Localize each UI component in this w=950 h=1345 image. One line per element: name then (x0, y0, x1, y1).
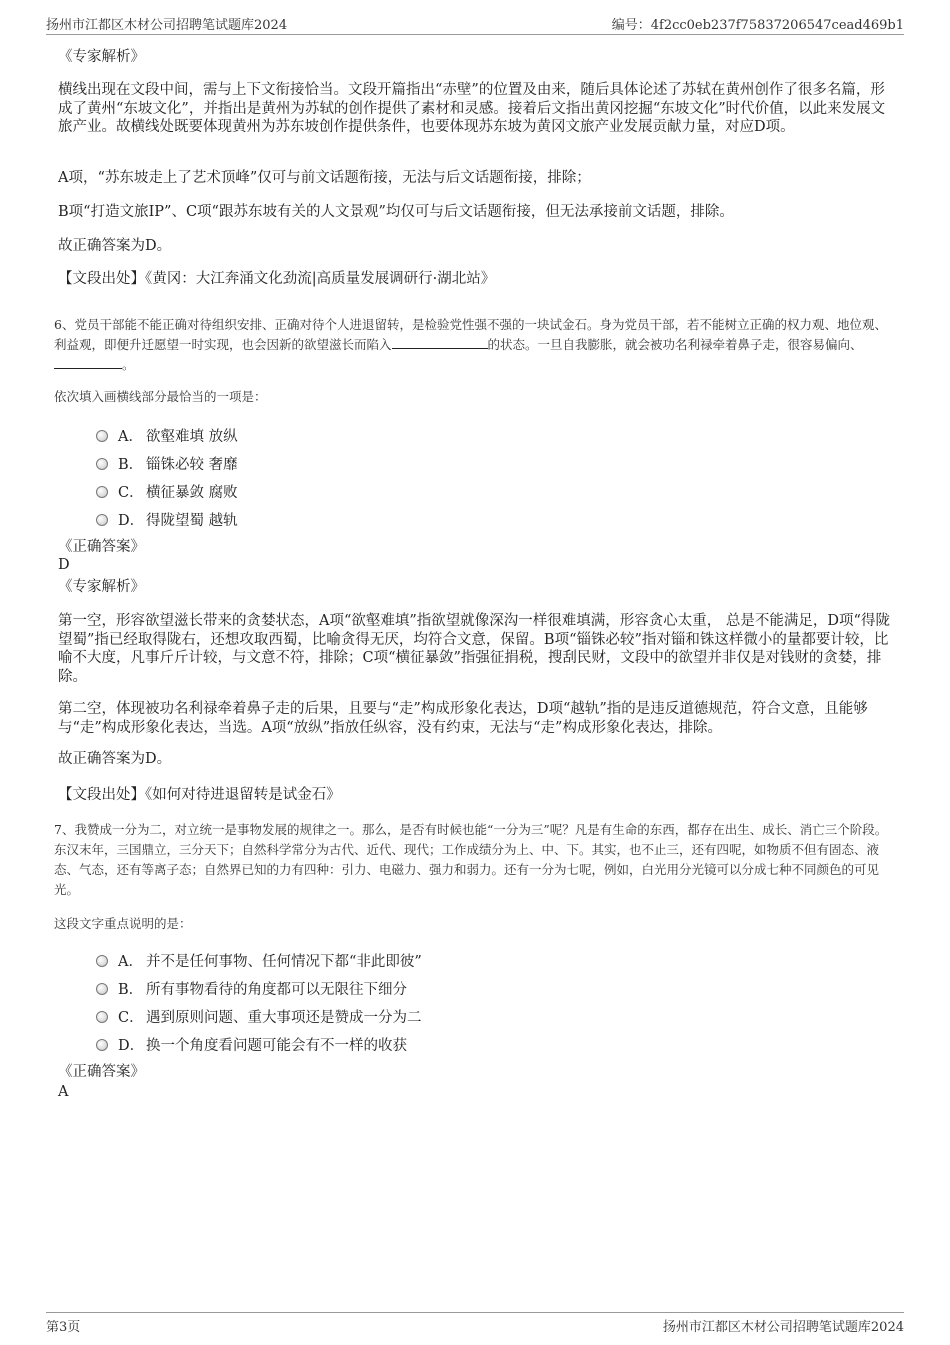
footer-title: 扬州市江都区木材公司招聘笔试题库2024 (662, 1320, 904, 1335)
question-7-prompt: 这段文字重点说明的是： (54, 916, 192, 931)
radio-button[interactable] (96, 458, 108, 470)
answer-statement: 故正确答案为D。 (58, 238, 172, 254)
analysis-paragraph: 横线出现在文段中间，需与上下文衔接恰当。文段开篇指出“赤壁”的位置及由来，随后具体论述了苏轼在黄州创作了很多名篇，形成了黄州“东坡文化”，并指出是黄州为苏轼的创作提供了素材和灵感。接着后文指出黄冈挖掘“东坡文化”时代价值，以此来发展文旅产业。故横线处既要体现黄州为苏东坡创作提供条件，也要体现苏东坡为黄冈文旅产业发展贡献力量，对应D项。 (58, 82, 886, 135)
radio-button[interactable] (96, 983, 108, 995)
expert-analysis-label: 《专家解析》 (58, 579, 145, 595)
radio-button[interactable] (96, 1011, 108, 1023)
page-header (46, 14, 904, 35)
answer-statement: 故正确答案为D。 (58, 751, 172, 767)
radio-button[interactable] (96, 514, 108, 526)
header-serial: 编号：4f2cc0eb237f75837206547cead469b1 (611, 18, 904, 33)
correct-answer: D (58, 557, 70, 573)
radio-button[interactable] (96, 486, 108, 498)
correct-answer-label: 《正确答案》 (58, 539, 145, 555)
correct-answer: A (58, 1084, 69, 1100)
radio-button[interactable] (96, 955, 108, 967)
question-7-stem: 7、我赞成一分为二，对立统一是事物发展的规律之一。那么，是否有时候也能“一分为三”呢？凡是有生命的东西，都存在出生、成长、消亡三个阶段。东汉末年，三国鼎立，三分天下；自然科学常分为古代、近代、现代；工作成绩分为上、中、下。其实，也不止三，还有四呢，如物质不但有固态、液态、气态，还有等离子态；自然界已知的力有四种：引力、电磁力、强力和弱力。还有一分为七呢，例如，白光用分光镜可以分成七种不同颜色的可见光。 (54, 822, 888, 897)
question-6-prompt: 依次填入画横线部分最恰当的一项是： (54, 389, 267, 404)
radio-button[interactable] (96, 1039, 108, 1051)
fill-blank (392, 336, 488, 349)
analysis-paragraph: A项，“苏东坡走上了艺术顶峰”仅可与前文话题衔接，无法与后文话题衔接，排除； (58, 170, 591, 186)
expert-analysis-label: 《专家解析》 (58, 49, 145, 65)
source-citation: 【文段出处】《黄冈：大江奔涌文化劲流|高质量发展调研行·湖北站》 (58, 271, 496, 287)
page-number: 第3页 (46, 1320, 81, 1335)
analysis-paragraph: 第二空，体现被功名利禄牵着鼻子走的后果，且要与“走”构成形象化表达，D项“越轨”指的是违反道德规范，符合文意，且能够与“走”构成形象化表达，当选。A项“放纵”指放任纵容，没有约束，无法与“走”构成形象化表达，排除。 (58, 701, 868, 736)
correct-answer-label: 《正确答案》 (58, 1064, 145, 1080)
analysis-paragraph: B项“打造文旅IP”、C项“跟苏东坡有关的人文景观”均仅可与后文话题衔接，但无法承接前文话题，排除。 (58, 204, 734, 220)
radio-button[interactable] (96, 430, 108, 442)
page-footer (46, 1312, 904, 1335)
analysis-paragraph: 第一空，形容欲望滋长带来的贪婪状态，A项“欲壑难填”指欲望就像深沟一样很难填满，形容贪心太重， 总是不能满足，D项“得陇望蜀”指已经取得陇右，还想攻取西蜀，比喻贪得无厌，均符合文意，保留。B项“锱铢必较”指对锱和铢这样微小的量都要计较，比喻不大度，凡事斤斤计较，与文意不符，排除；C项“横征暴敛”指强征捐税，搜刮民财，文段中的欲望并非仅是对钱财的贪婪，排除。 (58, 613, 890, 685)
fill-blank (54, 356, 122, 369)
header-title: 扬州市江都区木材公司招聘笔试题库2024 (46, 18, 288, 33)
question-6-stem: 6、党员干部能不能正确对待组织安排、正确对待个人进退留转，是检验党性强不强的一块试金石。身为党员干部，若不能树立正确的权力观、地位观、利益观，即便升迁愿望一时实现，也会因新的欲望滋长而陷入 的状态。一旦自我膨胀，就会被功名利禄牵着鼻子走，很容易偏向、。 (54, 317, 887, 372)
source-citation: 【文段出处】《如何对待进退留转是试金石》 (58, 787, 341, 803)
